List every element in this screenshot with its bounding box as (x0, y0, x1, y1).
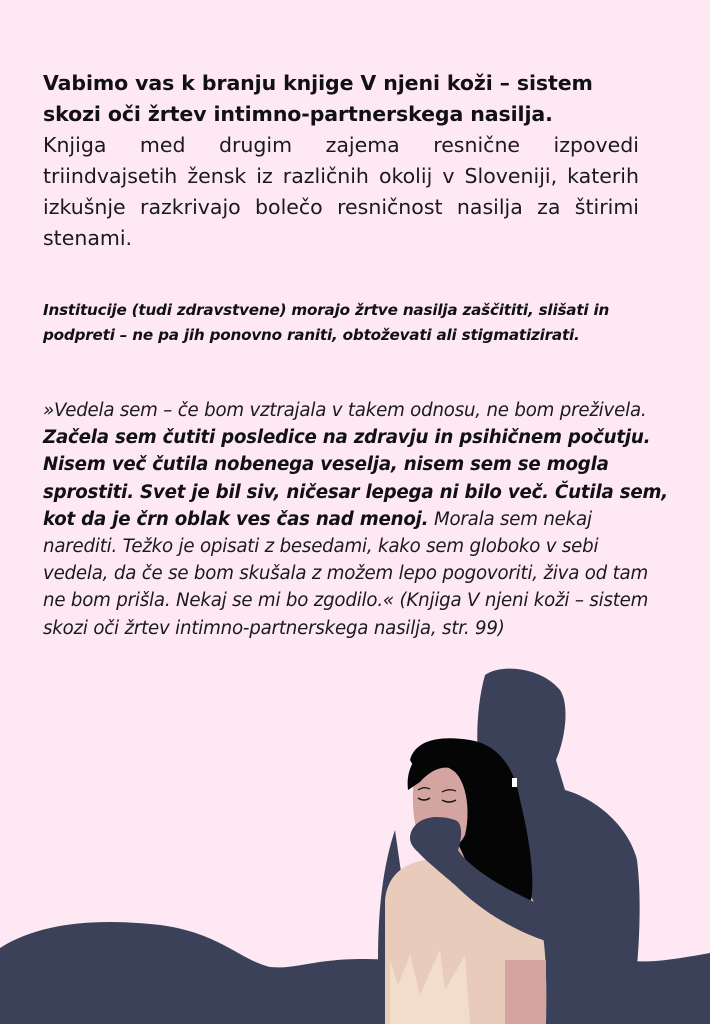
quote-emphasis: Začela sem čutiti posledice na zdravju in psihičnem počutju. Nisem več čutila nobenega veselja, nisem sem se mogla sprostiti. Svet je bil siv, ničesar lepega ni bilo več. Čutila sem, kot da je črn oblak ves čas nad menoj. (43, 427, 668, 530)
quote-part-3: Morala sem nekaj narediti. Težko je opisati z besedami, kako sem globoko v sebi vedela, da če se bom skušala z možem lepo pogovoriti, živa od tam ne bom prišla. Nekaj se mi bo zgodilo.« (Knjiga V njeni koži – sistem skozi oči žrtev intimno-partnerskega nasilja, str. 99) (43, 508, 649, 639)
intro-body: Knjiga med drugim zajema resnične izpovedi triindvajsetih žensk iz različnih okolij v Sloveniji, katerih izkušnje razkrivajo bolečo resničnost nasilja za štirimi stenami. (43, 133, 639, 250)
testimony-quote (43, 397, 668, 642)
illustration-shadow-embrace-icon (0, 660, 710, 1024)
wave-shape (0, 922, 390, 1024)
quote-part-1: »Vedela sem – če bom vztrajala v takem odnosu, ne bom preživela. (43, 400, 647, 421)
intro-section (43, 68, 639, 254)
callout-statement: Institucije (tudi zdravstvene) morajo žrtve nasilja zaščititi, slišati in podpreti – ne pa jih ponovno raniti, obtoževati ali stigmatizirati. (43, 301, 610, 344)
intro-title: Vabimo vas k branju knjige V njeni koži – sistem skozi oči žrtev intimno-partnerskega nasilja. (43, 71, 593, 126)
